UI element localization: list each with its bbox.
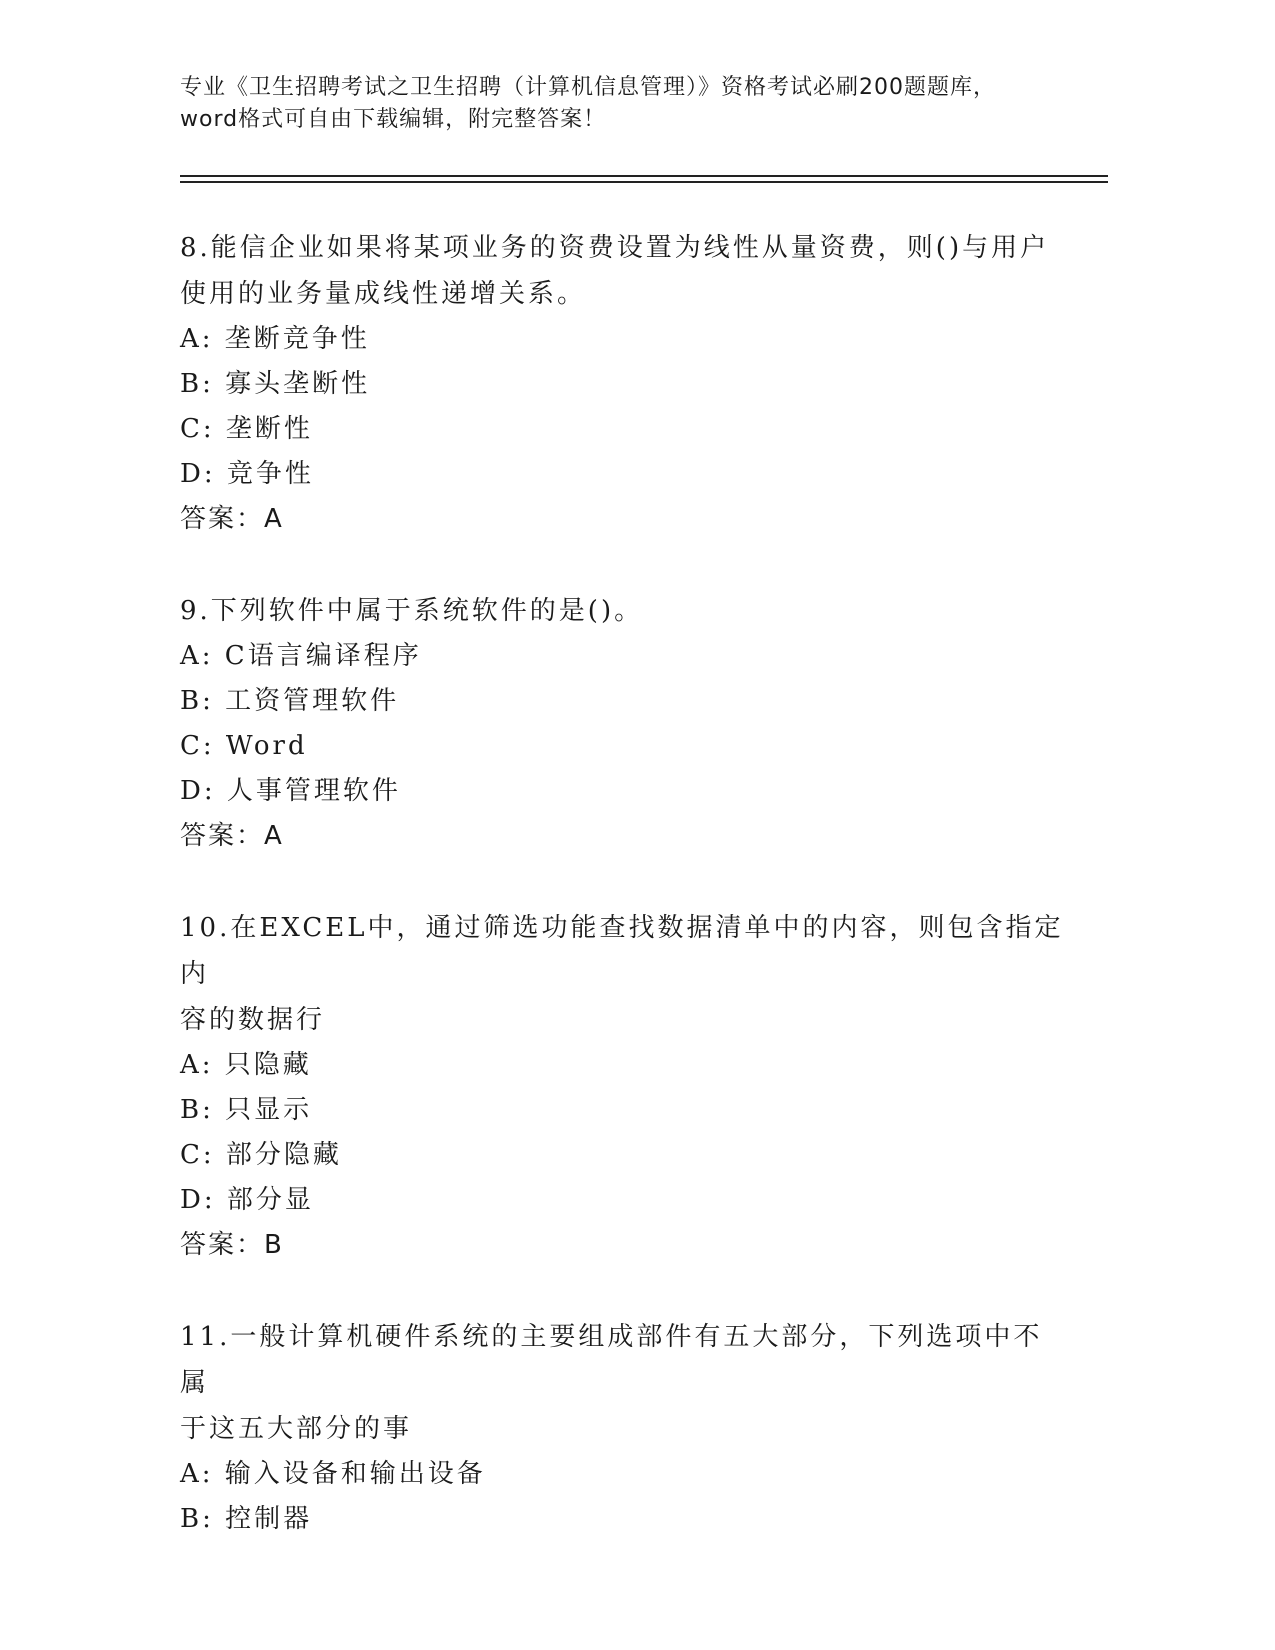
option-c: C: Word bbox=[180, 731, 308, 761]
option-a: A: 垄断竞争性 bbox=[180, 324, 370, 354]
question-stem bbox=[180, 588, 1070, 634]
header-line-1: 专业《卫生招聘考试之卫生招聘（计算机信息管理）》资格考试必刷200题题库， bbox=[180, 75, 996, 100]
option-b: B: 工资管理软件 bbox=[180, 686, 400, 716]
question-11 bbox=[180, 1314, 1070, 1542]
answer: 答案：B bbox=[180, 1230, 284, 1260]
question-stem bbox=[180, 225, 1070, 317]
answer: 答案：A bbox=[180, 504, 284, 534]
question-stem-line-1: 10.在EXCEL中，通过筛选功能查找数据清单中的内容，则包含指定内 bbox=[180, 913, 1064, 989]
header-line-2: word格式可自由下载编辑，附完整答案！ bbox=[180, 107, 607, 132]
question-stem-line-2: 于这五大部分的事 bbox=[180, 1414, 413, 1444]
option-c: C: 部分隐藏 bbox=[180, 1140, 342, 1170]
question-9 bbox=[180, 588, 1070, 859]
option-c: C: 垄断性 bbox=[180, 414, 313, 444]
option-a: A: C语言编译程序 bbox=[180, 641, 422, 671]
header-divider-bottom bbox=[180, 181, 1108, 183]
question-stem-line-1: 11.一般计算机硬件系统的主要组成部件有五大部分，下列选项中不属 bbox=[180, 1322, 1043, 1398]
option-d: D: 人事管理软件 bbox=[180, 776, 401, 806]
option-a: A: 只隐藏 bbox=[180, 1050, 312, 1080]
question-8 bbox=[180, 225, 1070, 542]
question-stem bbox=[180, 905, 1070, 1043]
question-10 bbox=[180, 905, 1070, 1268]
question-stem-line-2: 使用的业务量成线性递增关系。 bbox=[180, 279, 587, 309]
option-b: B: 只显示 bbox=[180, 1095, 313, 1125]
question-stem-line-2: 容的数据行 bbox=[180, 1005, 326, 1035]
header-divider-top bbox=[180, 175, 1108, 177]
option-a: A: 输入设备和输出设备 bbox=[180, 1459, 486, 1489]
question-stem-line-1: 9.下列软件中属于系统软件的是()。 bbox=[180, 596, 644, 626]
option-b: B: 寡头垄断性 bbox=[180, 369, 371, 399]
question-stem-line-1: 8.能信企业如果将某项业务的资费设置为线性从量资费，则()与用户 bbox=[180, 233, 1050, 263]
question-list bbox=[180, 225, 1070, 1588]
document-header bbox=[180, 72, 1060, 136]
option-d: D: 竞争性 bbox=[180, 459, 314, 489]
option-d: D: 部分显 bbox=[180, 1185, 314, 1215]
question-stem bbox=[180, 1314, 1070, 1452]
answer: 答案：A bbox=[180, 821, 284, 851]
option-b: B: 控制器 bbox=[180, 1504, 313, 1534]
